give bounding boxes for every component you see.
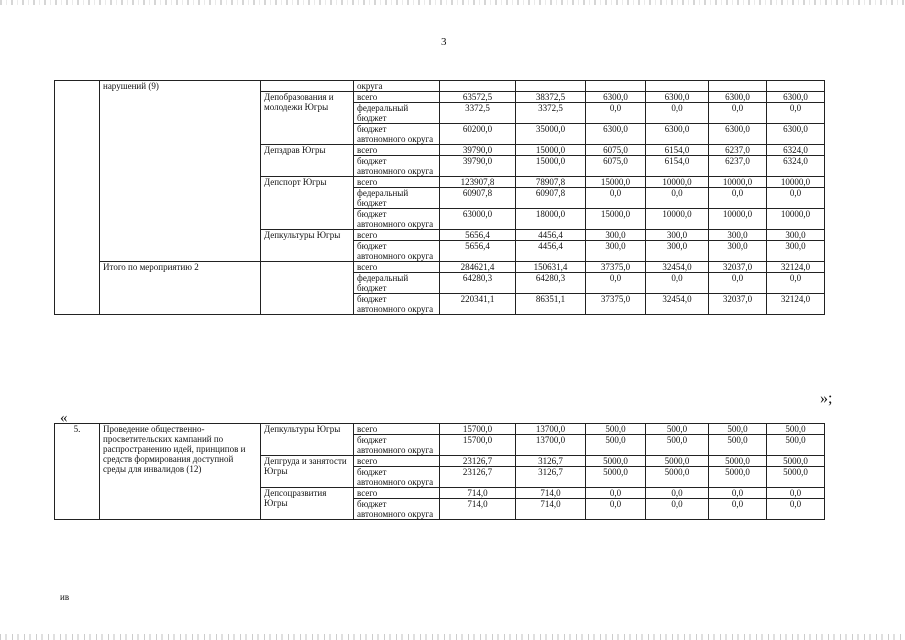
cell-amount [646, 81, 709, 92]
cell-amount: 6237,0 [709, 156, 767, 177]
cell-amount: 10000,0 [709, 209, 767, 230]
cell-amount: 32124,0 [767, 262, 825, 273]
cell-funding-source: федеральный бюджет [354, 103, 440, 124]
cell-amount: 0,0 [646, 103, 709, 124]
cell-amount: 5000,0 [586, 467, 646, 488]
cell-amount: 220341,1 [440, 294, 516, 315]
cell-amount: 714,0 [516, 499, 586, 520]
opening-quote: « [60, 410, 68, 426]
cell-amount: 23126,7 [440, 467, 516, 488]
cell-amount: 6154,0 [646, 156, 709, 177]
cell-number [55, 81, 100, 315]
cell-amount: 300,0 [586, 230, 646, 241]
cell-amount: 10000,0 [709, 177, 767, 188]
cell-funding-source: бюджет автономного округа [354, 209, 440, 230]
cell-amount: 5000,0 [646, 456, 709, 467]
cell-amount: 5000,0 [767, 456, 825, 467]
cell-amount: 6154,0 [646, 145, 709, 156]
cell-amount [586, 81, 646, 92]
cell-amount: 500,0 [586, 424, 646, 435]
cell-amount: 32454,0 [646, 294, 709, 315]
cell-amount: 3372,5 [516, 103, 586, 124]
cell-amount: 500,0 [586, 435, 646, 456]
cell-amount: 15700,0 [440, 424, 516, 435]
cell-amount: 714,0 [516, 488, 586, 499]
cell-amount: 0,0 [646, 188, 709, 209]
cell-amount: 6075,0 [586, 156, 646, 177]
cell-amount: 300,0 [646, 241, 709, 262]
cell-amount: 500,0 [767, 424, 825, 435]
cell-event-name: Проведение общественно-просветительских кампаний по распространению идей, принципов и средств формирования доступной среды для инвалидов (12) [100, 424, 261, 520]
cell-funding-source: всего [354, 424, 440, 435]
cell-amount: 15000,0 [516, 156, 586, 177]
cell-amount: 13700,0 [516, 424, 586, 435]
budget-table-event-2 [54, 80, 825, 315]
cell-amount: 284621,4 [440, 262, 516, 273]
cell-amount: 500,0 [646, 435, 709, 456]
cell-funding-source: всего [354, 488, 440, 499]
cell-amount: 3126,7 [516, 456, 586, 467]
cell-executor: Депсоцразвития Югры [261, 488, 354, 520]
cell-amount: 0,0 [709, 188, 767, 209]
cell-amount: 0,0 [709, 488, 767, 499]
table-row [55, 262, 825, 273]
cell-amount: 123907,8 [440, 177, 516, 188]
cell-executor [261, 81, 354, 92]
cell-amount: 4456,4 [516, 241, 586, 262]
cell-amount: 5000,0 [586, 456, 646, 467]
cell-amount: 32037,0 [709, 294, 767, 315]
cell-amount: 15000,0 [516, 145, 586, 156]
cell-amount: 714,0 [440, 499, 516, 520]
cell-executor: Депгруда и занятости Югры [261, 456, 354, 488]
cell-number: 5. [55, 424, 100, 520]
cell-event-name: Итого по мероприятию 2 [100, 262, 261, 315]
cell-funding-source: всего [354, 230, 440, 241]
cell-amount: 0,0 [709, 273, 767, 294]
cell-amount: 32454,0 [646, 262, 709, 273]
cell-funding-source: бюджет автономного округа [354, 241, 440, 262]
cell-amount: 23126,7 [440, 456, 516, 467]
cell-executor: Депспорт Югры [261, 177, 354, 230]
cell-amount: 714,0 [440, 488, 516, 499]
cell-amount: 300,0 [709, 230, 767, 241]
cell-amount: 60907,8 [440, 188, 516, 209]
cell-amount: 3372,5 [440, 103, 516, 124]
cell-amount: 64280,3 [440, 273, 516, 294]
cell-funding-source: бюджет автономного округа [354, 156, 440, 177]
cell-amount: 63572,5 [440, 92, 516, 103]
cell-amount: 86351,1 [516, 294, 586, 315]
cell-amount: 6237,0 [709, 145, 767, 156]
cell-amount: 6324,0 [767, 156, 825, 177]
table-row [55, 81, 825, 92]
cell-amount: 37375,0 [586, 294, 646, 315]
cell-amount: 500,0 [709, 435, 767, 456]
cell-amount: 6300,0 [586, 124, 646, 145]
cell-event-name: нарушений (9) [100, 81, 261, 262]
cell-amount: 15000,0 [586, 209, 646, 230]
cell-amount: 0,0 [646, 488, 709, 499]
footer-mark: ив [60, 592, 70, 602]
cell-funding-source: всего [354, 145, 440, 156]
cell-amount: 0,0 [646, 499, 709, 520]
cell-amount: 6300,0 [767, 92, 825, 103]
cell-amount: 0,0 [767, 488, 825, 499]
cell-amount: 64280,3 [516, 273, 586, 294]
cell-amount: 6324,0 [767, 145, 825, 156]
cell-amount: 15700,0 [440, 435, 516, 456]
cell-executor: Депздрав Югры [261, 145, 354, 177]
cell-amount: 5000,0 [767, 467, 825, 488]
cell-funding-source: округа [354, 81, 440, 92]
cell-amount: 39790,0 [440, 156, 516, 177]
cell-amount: 300,0 [586, 241, 646, 262]
cell-amount: 6300,0 [646, 124, 709, 145]
cell-amount: 15000,0 [586, 177, 646, 188]
cell-amount: 13700,0 [516, 435, 586, 456]
cell-amount: 0,0 [767, 103, 825, 124]
cell-amount: 0,0 [586, 488, 646, 499]
cell-amount: 300,0 [767, 230, 825, 241]
cell-amount: 6300,0 [709, 92, 767, 103]
cell-funding-source: федеральный бюджет [354, 188, 440, 209]
cell-funding-source: всего [354, 177, 440, 188]
cell-amount: 60907,8 [516, 188, 586, 209]
scan-noise-top [0, 0, 905, 5]
cell-amount: 5000,0 [646, 467, 709, 488]
cell-executor: Депкультуры Югры [261, 230, 354, 262]
cell-funding-source: бюджет автономного округа [354, 467, 440, 488]
cell-amount: 6300,0 [767, 124, 825, 145]
cell-amount: 39790,0 [440, 145, 516, 156]
cell-amount: 0,0 [646, 273, 709, 294]
cell-amount: 38372,5 [516, 92, 586, 103]
cell-amount: 0,0 [709, 103, 767, 124]
cell-amount: 35000,0 [516, 124, 586, 145]
cell-amount: 300,0 [709, 241, 767, 262]
cell-funding-source: бюджет автономного округа [354, 124, 440, 145]
cell-amount [709, 81, 767, 92]
cell-amount: 10000,0 [767, 209, 825, 230]
scan-noise-bottom [0, 634, 905, 640]
cell-amount: 500,0 [767, 435, 825, 456]
cell-amount: 0,0 [586, 499, 646, 520]
cell-amount: 5656,4 [440, 230, 516, 241]
closing-quote: »; [820, 390, 833, 407]
cell-amount: 0,0 [709, 499, 767, 520]
cell-amount: 10000,0 [646, 177, 709, 188]
cell-amount: 0,0 [586, 188, 646, 209]
cell-funding-source: всего [354, 92, 440, 103]
cell-amount: 500,0 [709, 424, 767, 435]
cell-amount: 10000,0 [767, 177, 825, 188]
cell-amount [767, 81, 825, 92]
cell-amount: 37375,0 [586, 262, 646, 273]
cell-amount: 150631,4 [516, 262, 586, 273]
cell-executor: Депкультуры Югры [261, 424, 354, 456]
cell-amount: 500,0 [646, 424, 709, 435]
cell-amount [516, 81, 586, 92]
cell-amount: 0,0 [767, 499, 825, 520]
budget-table-event-5 [54, 423, 825, 520]
cell-amount: 0,0 [767, 273, 825, 294]
cell-amount: 5656,4 [440, 241, 516, 262]
cell-amount: 300,0 [646, 230, 709, 241]
cell-funding-source: бюджет автономного округа [354, 294, 440, 315]
cell-executor: Депобразования и молодежи Югры [261, 92, 354, 145]
cell-amount: 60200,0 [440, 124, 516, 145]
table-row [55, 424, 825, 435]
cell-funding-source: федеральный бюджет [354, 273, 440, 294]
cell-amount: 5000,0 [709, 456, 767, 467]
cell-amount: 5000,0 [709, 467, 767, 488]
cell-amount: 6300,0 [586, 92, 646, 103]
cell-funding-source: бюджет автономного округа [354, 435, 440, 456]
cell-executor [261, 262, 354, 315]
cell-amount: 32037,0 [709, 262, 767, 273]
cell-amount [440, 81, 516, 92]
cell-amount: 0,0 [586, 103, 646, 124]
cell-amount: 4456,4 [516, 230, 586, 241]
cell-amount: 10000,0 [646, 209, 709, 230]
cell-amount: 63000,0 [440, 209, 516, 230]
cell-amount: 6300,0 [709, 124, 767, 145]
cell-amount: 6075,0 [586, 145, 646, 156]
cell-amount: 0,0 [767, 188, 825, 209]
page-number: 3 [441, 36, 447, 48]
cell-amount: 3126,7 [516, 467, 586, 488]
cell-amount: 78907,8 [516, 177, 586, 188]
cell-funding-source: всего [354, 456, 440, 467]
cell-amount: 32124,0 [767, 294, 825, 315]
cell-amount: 0,0 [586, 273, 646, 294]
cell-amount: 6300,0 [646, 92, 709, 103]
cell-amount: 300,0 [767, 241, 825, 262]
cell-amount: 18000,0 [516, 209, 586, 230]
cell-funding-source: всего [354, 262, 440, 273]
cell-funding-source: бюджет автономного округа [354, 499, 440, 520]
